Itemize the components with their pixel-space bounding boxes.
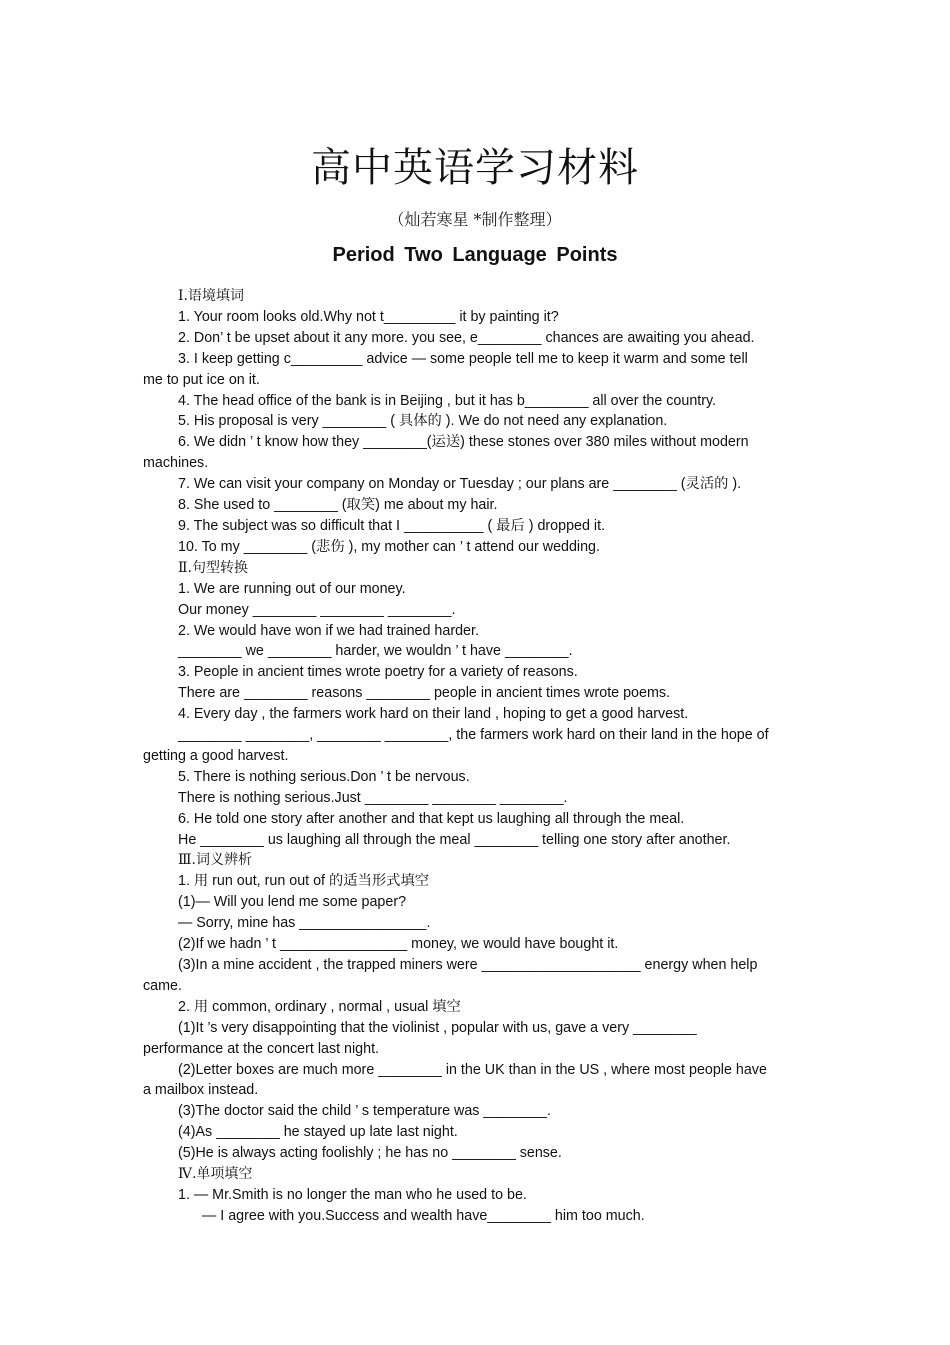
text-line: Our money ________ ________ ________. [178,601,456,618]
text-line: (2)Letter boxes are much more ________ in the UK than in the US , where most people have [178,1061,767,1078]
text-line: 8. She used to ________ (取笑) me about my hair. [178,497,498,514]
text-line: 6. We didn ’ t know how they ________(运送) these stones over 380 miles without modern [178,434,749,451]
section-label: Ⅱ.句型转换 [178,559,248,576]
text-line: (3)The doctor said the child ’ s temperature was ________. [178,1103,551,1120]
text-line: — I agree with you.Success and wealth have________ him too much. [202,1207,645,1224]
page-title: 高中英语学习材料 [311,145,639,191]
page-subtitle: （灿若寒星 *制作整理） [388,210,562,229]
text-line: There is nothing serious.Just ________ ________ ________. [178,789,568,806]
text-line: performance at the concert last night. [143,1040,380,1057]
text-line: 3. I keep getting c_________ advice — some people tell me to keep it warm and some tell [178,350,748,367]
text-line: came. [143,977,182,994]
section-heading: Period Two Language Points [332,244,618,266]
text-line: 6. He told one story after another and that kept us laughing all through the meal. [178,810,685,827]
text-line: He ________ us laughing all through the meal ________ telling one story after another. [178,831,731,848]
text-line: 2. We would have won if we had trained harder. [178,622,479,639]
text-line: 1. 用 run out, run out of 的适当形式填空 [178,873,430,890]
text-line: 7. We can visit your company on Monday or Tuesday ; our plans are ________ (灵活的 ). [178,476,742,493]
text-line: 4. The head office of the bank is in Beijing , but it has b________ all over the country. [178,392,717,409]
text-line: 1. — Mr.Smith is no longer the man who he used to be. [178,1186,527,1203]
text-line: 2. Don’ t be upset about it any more. you see, e________ chances are awaiting you ahead. [178,329,755,346]
section-label: Ⅰ.语境填词 [178,288,244,304]
text-line: (1)— Will you lend me some paper? [178,894,407,911]
text-line: 1. Your room looks old.Why not t_________ it by painting it? [178,308,559,325]
section-label: Ⅳ.单项填空 [178,1166,253,1183]
text-line: (5)He is always acting foolishly ; he has no ________ sense. [178,1145,562,1162]
text-line: 5. There is nothing serious.Don ’ t be nervous. [178,768,470,785]
text-line: (4)As ________ he stayed up late last night. [178,1124,458,1141]
exercise-body [143,286,811,1227]
text-line: ________ ________, ________ ________, the farmers work hard on their land in the hope of [178,727,769,744]
text-line: 1. We are running out of our money. [178,580,406,597]
text-line: 3. People in ancient times wrote poetry for a variety of reasons. [178,664,578,681]
text-line: ________ we ________ harder, we wouldn ’ t have ________. [178,643,573,660]
text-line: (1)It ’s very disappointing that the violinist , popular with us, gave a very ________ [178,1019,697,1036]
text-line: 9. The subject was so difficult that I __________ ( 最后 ) dropped it. [178,517,606,534]
text-line: 4. Every day , the farmers work hard on their land , hoping to get a good harvest. [178,706,689,723]
text-line: 2. 用 common, ordinary , normal , usual 填空 [178,998,461,1015]
text-line: — Sorry, mine has ________________. [178,915,431,932]
section-label: Ⅲ.词义辨析 [178,852,252,869]
text-line: machines. [143,455,209,472]
text-line: a mailbox instead. [143,1082,259,1099]
text-line: me to put ice on it. [143,371,260,388]
text-line: 10. To my ________ (悲伤 ), my mother can ’ t attend our wedding. [178,538,600,555]
text-line: getting a good harvest. [143,747,289,764]
text-line: (2)If we hadn ’ t ________________ money, we would have bought it. [178,936,619,953]
text-line: There are ________ reasons ________ people in ancient times wrote poems. [178,685,670,702]
text-line: (3)In a mine accident , the trapped miners were ____________________ energy when help [178,957,758,973]
text-line: 5. His proposal is very ________ ( 具体的 ). We do not need any explanation. [178,413,668,430]
